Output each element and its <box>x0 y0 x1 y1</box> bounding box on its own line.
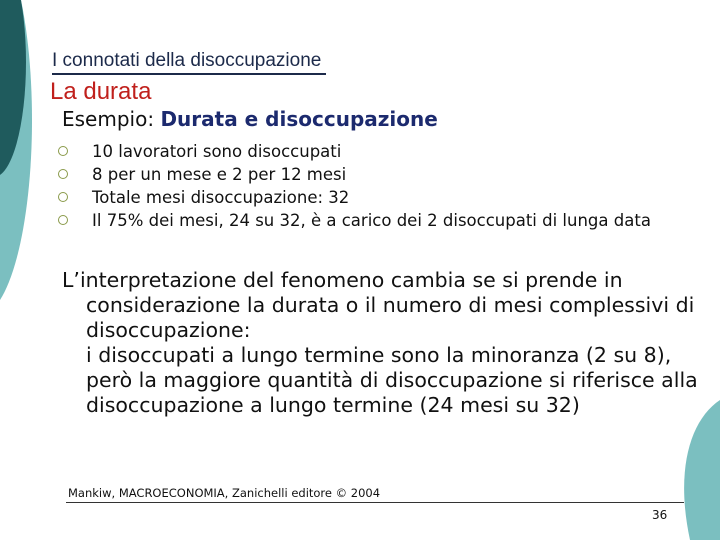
slide-subtitle: La durata <box>50 78 152 105</box>
example-prefix: Esempio: <box>62 107 161 131</box>
bullet-circle-icon <box>58 192 68 202</box>
bullet-circle-icon <box>58 169 68 179</box>
bullet-text: Totale mesi disoccupazione: 32 <box>92 188 350 207</box>
bullet-text: 8 per un mese e 2 per 12 mesi <box>92 165 347 184</box>
bullet-text: Il 75% dei mesi, 24 su 32, è a carico dei 2 disoccupati di lunga data <box>92 211 651 230</box>
interpretation-detail: i disoccupati a lungo termine sono la minoranza (2 su 8), però la maggiore quantità di disoccupazione si riferisce alla disoccupazione a lungo termine (24 mesi su 32) <box>86 343 698 417</box>
interpretation-lead: L’interpretazione del fenomeno cambia se si prende in considerazione la durata o il numero di mesi complessivi di disoccupazione: <box>62 268 695 342</box>
bullet-item <box>58 187 698 208</box>
bullet-item <box>58 210 698 231</box>
source-citation: Mankiw, MACROECONOMIA, Zanichelli editore © 2004 <box>68 486 381 500</box>
bullet-item <box>58 164 698 185</box>
header-underline <box>52 73 326 75</box>
bullet-circle-icon <box>58 146 68 156</box>
interpretation-paragraph <box>62 268 702 418</box>
example-heading <box>62 107 438 131</box>
example-title: Durata e disoccupazione <box>160 107 438 131</box>
bullet-list <box>58 141 698 233</box>
section-header: I connotati della disoccupazione <box>52 50 322 71</box>
bullet-item <box>58 141 698 162</box>
footer-divider <box>66 502 684 503</box>
page-number: 36 <box>652 508 668 522</box>
right-teal-shape <box>684 400 720 540</box>
bullet-text: 10 lavoratori sono disoccupati <box>92 142 342 161</box>
bullet-circle-icon <box>58 215 68 225</box>
